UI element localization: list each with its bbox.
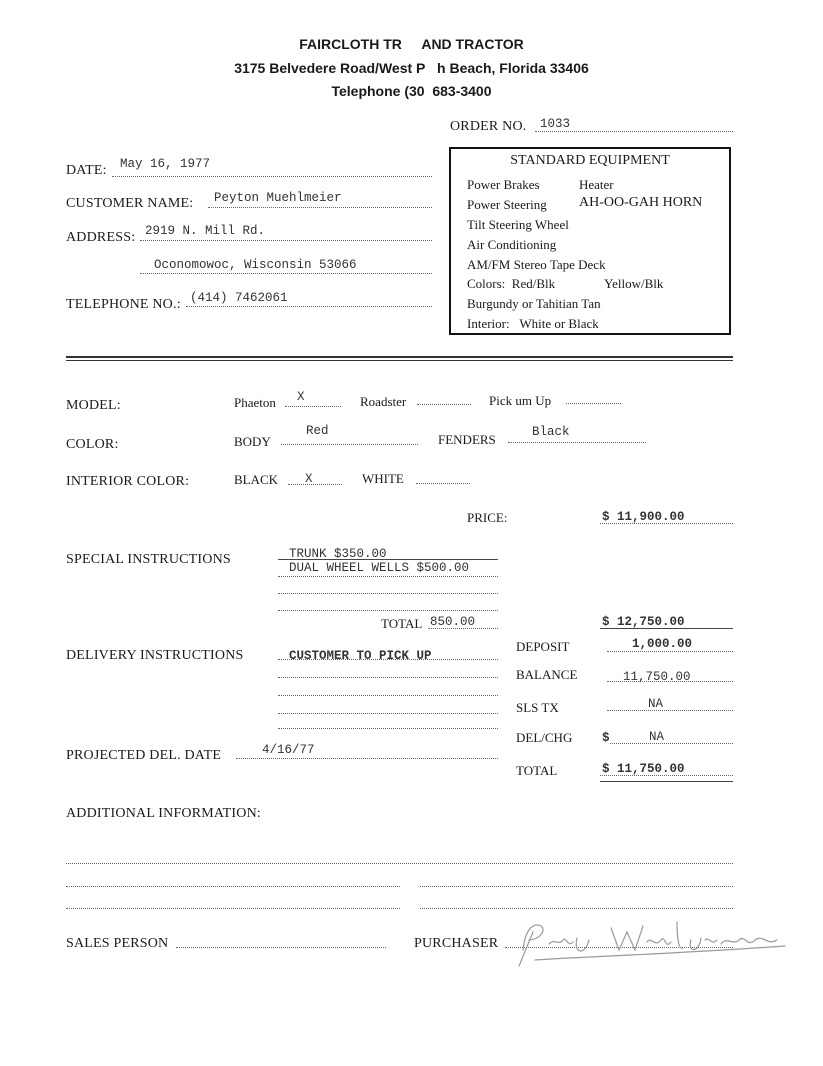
projected-del-date-line — [236, 758, 498, 759]
divider-rule-top — [66, 356, 733, 358]
equip-ac: Air Conditioning — [467, 237, 557, 252]
equip-power-brakes: Power Brakes — [467, 177, 540, 192]
special-line4 — [278, 610, 498, 611]
interior-white-label: WHITE — [362, 471, 404, 486]
special-instructions-label: SPECIAL INSTRUCTIONS — [66, 552, 231, 567]
equip-interior: Interior: White or Black — [467, 316, 599, 331]
additional-line3a — [66, 908, 400, 909]
order-no-line — [535, 131, 733, 132]
purchaser-signature-image — [515, 910, 795, 970]
del-chg-dollar: $ — [602, 731, 610, 745]
additional-line2b — [420, 886, 733, 887]
balance-value: 11,750.00 — [623, 670, 691, 684]
sales-person-line — [176, 947, 386, 948]
additional-line1 — [66, 863, 733, 864]
equip-tilt: Tilt Steering Wheel — [467, 217, 569, 232]
model-pickup-line — [566, 403, 621, 404]
deposit-label: DEPOSIT — [516, 639, 570, 654]
customer-name-line — [208, 207, 432, 208]
date-label: DATE: — [66, 163, 107, 178]
interior-color-label: INTERIOR COLOR: — [66, 474, 190, 489]
divider-rule-bottom — [66, 360, 733, 361]
delivery-line5 — [278, 728, 498, 729]
telephone-line — [186, 306, 432, 307]
del-chg-value: NA — [649, 730, 665, 744]
address-line2-line — [140, 273, 432, 274]
model-phaeton-mark: X — [297, 390, 305, 404]
address-line2-value: Oconomowoc, Wisconsin 53066 — [154, 258, 357, 272]
fenders-label: FENDERS — [438, 432, 496, 447]
interior-white-line — [416, 483, 470, 484]
customer-name-value: Peyton Muehlmeier — [214, 191, 342, 205]
date-value: May 16, 1977 — [120, 157, 211, 171]
equip-horn: AH-OO-GAH HORN — [579, 195, 703, 210]
projected-del-date-label: PROJECTED DEL. DATE — [66, 748, 222, 763]
total-label: TOTAL — [516, 763, 558, 778]
special-line1-value: TRUNK $350.00 — [289, 547, 387, 561]
equip-colors-3: Burgundy or Tahitian Tan — [467, 296, 601, 311]
company-address: 3175 Belvedere Road/West P h Beach, Florida 33406 — [234, 60, 589, 76]
order-no-value: 1033 — [540, 117, 571, 131]
special-total-label: TOTAL — [381, 616, 423, 631]
fenders-line — [508, 442, 646, 443]
special-line3 — [278, 593, 498, 594]
projected-del-date-value: 4/16/77 — [262, 743, 315, 757]
sls-tx-value: NA — [648, 697, 664, 711]
price-value: $ 11,900.00 — [602, 510, 685, 524]
purchaser-label: PURCHASER — [414, 936, 499, 951]
subtotal-value: $ 12,750.00 — [602, 615, 685, 629]
standard-equipment-title: STANDARD EQUIPMENT — [510, 153, 670, 168]
balance-label: BALANCE — [516, 667, 578, 682]
total-value: $ 11,750.00 — [602, 762, 685, 776]
delivery-line2 — [278, 677, 498, 678]
model-roadster-line — [417, 404, 471, 405]
del-chg-label: DEL/CHG — [516, 730, 573, 745]
body-label: BODY — [234, 434, 271, 449]
date-line — [112, 176, 432, 177]
address-line1-line — [140, 240, 432, 241]
company-name: FAIRCLOTH TR AND TRACTOR — [299, 36, 524, 52]
model-pickup-label: Pick um Up — [489, 393, 552, 408]
order-no-label: ORDER NO. — [450, 119, 527, 134]
interior-black-mark: X — [305, 472, 313, 486]
delivery-line1-value: CUSTOMER TO PICK UP — [289, 649, 432, 663]
special-total-line — [428, 628, 498, 629]
color-label: COLOR: — [66, 437, 119, 452]
delivery-line3 — [278, 695, 498, 696]
special-total-value: 850.00 — [430, 615, 476, 629]
delivery-line1 — [278, 659, 498, 660]
body-value: Red — [306, 424, 329, 438]
deposit-value: 1,000.00 — [632, 637, 693, 651]
equip-stereo: AM/FM Stereo Tape Deck — [467, 257, 606, 272]
price-line — [600, 523, 733, 524]
total-underline — [600, 781, 733, 782]
telephone-value: (414) 7462061 — [190, 291, 288, 305]
price-label: PRICE: — [467, 510, 508, 525]
sls-tx-label: SLS TX — [516, 700, 559, 715]
model-phaeton-line — [285, 406, 341, 407]
interior-black-label: BLACK — [234, 472, 279, 487]
additional-info-label: ADDITIONAL INFORMATION: — [66, 806, 262, 821]
telephone-label: TELEPHONE NO.: — [66, 297, 181, 312]
special-line2-value: DUAL WHEEL WELLS $500.00 — [289, 561, 470, 575]
fenders-value: Black — [532, 425, 570, 439]
equip-heater: Heater — [579, 177, 614, 192]
additional-line2a — [66, 886, 400, 887]
model-label: MODEL: — [66, 398, 121, 413]
del-chg-line — [610, 743, 733, 744]
special-line1 — [278, 559, 498, 560]
address-line1-value: 2919 N. Mill Rd. — [145, 224, 266, 238]
additional-line3b — [420, 908, 733, 909]
special-line2 — [278, 576, 498, 577]
equip-power-steering: Power Steering — [467, 197, 547, 212]
address-label: ADDRESS: — [66, 230, 136, 245]
model-phaeton-label: Phaeton — [234, 395, 276, 410]
interior-black-line — [288, 484, 342, 485]
sls-tx-line — [607, 710, 733, 711]
equip-colors-2: Yellow/Blk — [604, 276, 664, 291]
subtotal-line — [600, 628, 733, 629]
equip-colors: Colors: Red/Blk — [467, 276, 556, 291]
delivery-instructions-label: DELIVERY INSTRUCTIONS — [66, 648, 244, 663]
total-line — [600, 775, 733, 776]
customer-name-label: CUSTOMER NAME: — [66, 196, 194, 211]
balance-line — [607, 681, 733, 682]
delivery-line4 — [278, 713, 498, 714]
company-telephone: Telephone (30 683-3400 — [331, 83, 492, 99]
sales-person-label: SALES PERSON — [66, 936, 169, 951]
model-roadster-label: Roadster — [360, 394, 407, 409]
deposit-line — [607, 651, 733, 652]
body-line — [281, 444, 418, 445]
